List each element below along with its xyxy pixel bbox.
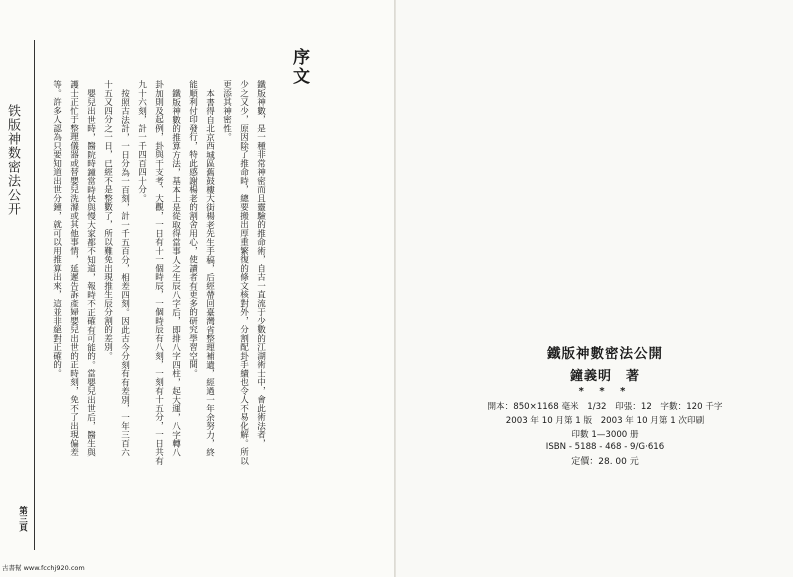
- preface-column: 鐵版神數，是一種非常神密而且靈驗的推命術，自古一直流于少數的江湖術士中，會此術法者，: [255, 80, 266, 448]
- running-title: 铁版神数密法公开: [5, 104, 20, 216]
- book-title: 鐵版神數密法公開: [547, 346, 663, 362]
- print-run: 印數 1—3000 册: [571, 430, 639, 440]
- footer-watermark: 古書幫 www.fcchj920.com: [2, 564, 85, 572]
- preface-column: 本書得自北京西城區舊鼓樓大街楊老先生手稿，后經帶回臺灣省整理補遺，經過一年余努力，終: [204, 89, 215, 457]
- preface-column: 按照古法計，一日分為一百刻，計一千五百分，相差四刻。因此古今分刻有有差別，一年三百六: [119, 89, 130, 457]
- preface-column: 卦加則及起例，卦與干支考、大觀，一日有十一個時辰，一個時辰有八刻，一刻有十五分，一日共有: [153, 80, 164, 465]
- colophon: [460, 342, 750, 467]
- preface-column: 九十六刻，計一千四百四十分。: [136, 80, 147, 203]
- preface-column: 鐵版神數的推算方法，基本上是從取得當事人之生辰八字后，即排八字四柱，起大運，八字轉八: [170, 89, 181, 457]
- preface-column: 少之又少，原因除了推命時，總要搬出厚重繁復的條文核對外，分割配卦手續也令人不易化解。所以: [238, 80, 249, 465]
- preface-column: 能順利付印發行，特此感謝楊老的割舍用心，使讀者有更多的研究學習空間。: [187, 80, 198, 378]
- preface-column: 嬰兒出世時，醫院時鐘當時快與慢大家都不知道，報時不正確有可能的。當嬰兒出世后，醫生與: [85, 89, 96, 457]
- preface-title: 序文: [289, 48, 309, 86]
- isbn: ISBN - 5188 - 468 - 9/G·616: [545, 442, 665, 452]
- star-separator: * * *: [578, 386, 632, 397]
- format-spec: 開本：850×1168 毫米 1/32 印張：12 字數：120 千字: [487, 402, 723, 412]
- preface-column: 十五又四分之一日，已經不是整數了，所以難免出現推生辰分割的差別。: [102, 80, 113, 360]
- preface-column: 等。許多人認為只要知道出世分鐘，就可以用推算出來，這並非絕對正確的。: [51, 80, 62, 378]
- margin-rule: [34, 40, 35, 550]
- right-page: [396, 0, 793, 577]
- preface-column: 護士正忙于整理儀器或替嬰兒洗滌或其他事情，延遲告訴產婦嬰兒出世的正時刻，免不了出現偏差: [68, 80, 79, 457]
- edition-info: 2003 年 10 月第 1 版 2003 年 10 月第 1 次印刷: [505, 416, 705, 426]
- author: 鐘義明 著: [569, 369, 640, 384]
- preface-column: 更添其神密性。: [221, 80, 232, 142]
- page-number: 第三頁: [17, 506, 28, 532]
- price: 定價：28. 00 元: [571, 457, 639, 467]
- left-page: [0, 0, 396, 577]
